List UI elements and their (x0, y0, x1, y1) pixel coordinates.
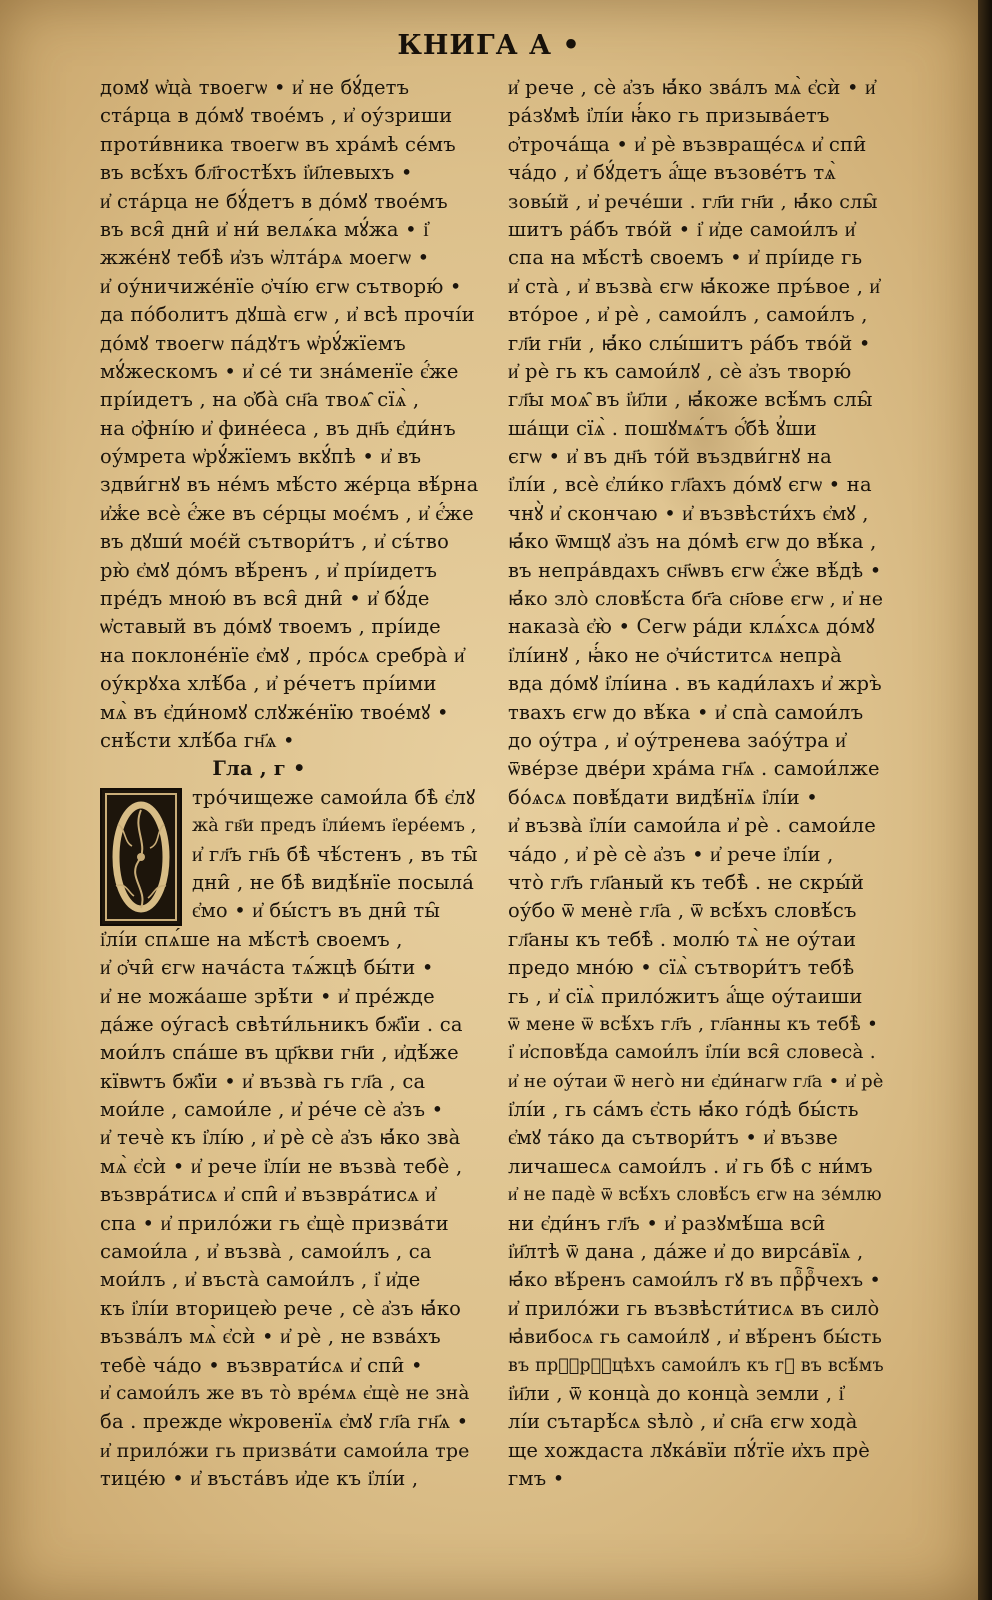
text-line: ѿве́рзе две́ри хра́ма гн҃ѧ . самои́лже (508, 757, 880, 781)
text-line: ша́щи сїѧ̀ . пошꙋмѧ́тъ ѻ҆́бѣ ꙋ҆́ши (508, 416, 817, 440)
text-line: оу́бо ѿ менѐ гл҃а , ѿ всѣ́хъ словѣ́съ (508, 899, 857, 923)
text-line: зовы́й , и҆ рече́ши . гл҃и гн҃и , ꙗ҆́ко слы̑ (508, 190, 878, 213)
text-line: и҆ самои́лъ же въ то̀ вре́мѧ є҆щѐ не зна̀ (100, 1382, 470, 1404)
text-line: самои́ла , и҆ възва̀ , самои́лъ , са (100, 1240, 432, 1264)
text-line: ꙗ҆́ко зло̀ словѣ́ста бг҃а сн҃ове єгѡ , и҆ не (508, 588, 884, 611)
text-line: кївѡтъ бж҃їи • и҆ възва̀ гь гл҃а , са (100, 1069, 426, 1093)
text-line: і҆лі́и спѧ́ше на мѣ́стѣ своемъ , (100, 927, 403, 951)
page-edge (978, 0, 992, 1600)
text-line: гл҃и гн҃и , ꙗ҆́ко слы́шитъ ра́бъ тво́й • (508, 331, 871, 355)
text-line: и҆ не оу́таи ѿ него̀ ни є҆ди́нагѡ гл҃а • и҆ рѐ (508, 1070, 884, 1092)
text-line: вда до́мꙋ і҆лі́ина . въ кади́лахъ и҆ жръ̀ (508, 672, 882, 696)
text-line: и҆ж̾е всѐ є҆́же въ се́рцы моє́мъ , и҆ є҆́же (100, 501, 474, 525)
text-line: мои́лъ , и҆ въста̀ самои́лъ , і҆ и҆де (100, 1268, 421, 1292)
text-line: ча́до , и҆ бꙋ́детъ а҆́ще възове́тъ тѧ̀ (508, 161, 837, 185)
text-line: възва́лъ мѧ̀ є҆сѝ • и҆ рѐ , не взва́хъ (100, 1325, 441, 1349)
text-line: и҆ ста́рца не бꙋ́детъ в до́мꙋ твое́мъ (100, 189, 448, 213)
text-line: шитъ ра́бъ тво́й • і҆ и҆де самои́лъ и҆ (508, 217, 856, 241)
text-line: мѧ̀ въ є҆ди́номꙋ слꙋже́нїю твое́мꙋ • (100, 700, 449, 724)
text-line: гмъ • (508, 1467, 565, 1491)
text-line: прі́идетъ , на ѻ҆ба̀ сн҃а твоѧ̑ сїѧ̀ , (100, 388, 420, 412)
text-line: домꙋ ѡ҆ца̀ твоегѡ • и҆ не бꙋ́детъ (100, 76, 410, 99)
text-line: мои́ле , самои́ле , и҆ ре́че сѐ а҆зъ • (100, 1098, 444, 1122)
text-line: до оу́тра , и҆ оу́тренева зао́у́тра и҆ (508, 728, 847, 752)
text-line: жа̀ гв҃и предъ і҆ли́емъ і҆ере́емъ , (192, 816, 477, 837)
text-line: мꙋ́жескомъ • и҆ се́ ти зна́менїе є҆́же (100, 359, 459, 383)
left-column-bottom (100, 926, 478, 1494)
text-line: чнꙋ̀ и҆ скончаю • и҆ възвѣсти́хъ є҆мꙋ , (508, 501, 869, 525)
text-line: мѧ̀ є҆сѝ • и҆ рече і҆лі́и не възва̀ тебѐ , (100, 1154, 463, 1178)
text-line: да́же оу́гасѣ свѣти́льникъ бж҃їи . са (100, 1012, 463, 1036)
text-line: въ вся̑ дни̑ и҆ ни́ велѧ́ка мꙋ́жа • і҆ (100, 217, 429, 241)
text-line: ꙗ҆́ко ѿмщꙋ а҆зъ на до́мѣ єгѡ до вѣ́ка , (508, 530, 877, 554)
text-line: что̀ гл҃ъ гл҃аный къ тебѣ̀ . не скры́й (508, 870, 865, 894)
left-column (100, 74, 478, 1494)
text-line: вто́рое , и҆ рѐ , самои́лъ , самои́лъ , (508, 303, 868, 327)
text-line: гл҃ы моѧ̑ въ і҆и҃ли , ꙗ҆́коже всѣ́мъ слы̑ (508, 388, 873, 412)
text-line: і҆и҃лтѣ ѿ дана , да́же и҆ до вирса́вїѧ , (508, 1240, 864, 1264)
text-line: въ дꙋши́ моє́й сътвори́тъ , и҆ съ́тво (100, 530, 450, 554)
text-line: и҆ течѐ къ і҆лі́ю , и҆ рѐ сѐ а҆зъ ꙗ҆́ко зва̀ (100, 1126, 461, 1150)
text-line: рю̀ є҆мꙋ до́мъ вѣ́ренъ , и҆ прі́идетъ (100, 558, 438, 582)
text-line: оу́мрета ѡ҆рꙋ́жїемъ вкꙋ́пѣ • и҆ въ (100, 445, 422, 469)
text-line: і҆лі́и , всѐ є҆ли́ко гл҃ахъ до́мꙋ єгѡ • на (508, 473, 872, 497)
text-line: твахъ єгѡ до вѣ́ка • и҆ спа̀ самои́лъ (508, 700, 864, 724)
text-line: и҆ прило́жи гь призва́ти самои́ла тре (100, 1439, 470, 1462)
text-line: и҆ рече , сѐ а҆зъ ꙗ҆́ко зва́лъ мѧ̀ є҆сѝ • и҆ (508, 76, 876, 99)
text-line: и҆ възва̀ і҆лі́и самои́ла и҆ рѐ . самои́ле (508, 814, 876, 838)
text-line: въ непра́вдахъ сн҃ѡвъ єгѡ є҆́же вѣ́дѣ • (508, 558, 882, 582)
text-line: ста́рца в до́мꙋ твое́мъ , и҆ оу́зриши (100, 104, 453, 128)
text-line: да по́болитъ дꙋша̀ єгѡ , и҆ всѣ прочі́и (100, 303, 475, 327)
left-column-top (100, 74, 478, 755)
text-line: ѻ҆троча́ща • и҆ рѐ възвраще́сѧ и҆ спи̑ (508, 132, 867, 156)
text-line: ча́до , и҆ рѐ сѐ а҆зъ • и҆ рече і҆лі́и , (508, 842, 834, 866)
text-line: и҆ прило́жи гь възвѣсти́тисѧ въ сило̀ (508, 1296, 880, 1320)
text-line: ꙗ҆́ко вѣ́ренъ самои́лъ гꙋ въ прⷪ҇рⷪ҇чехъ • (508, 1269, 881, 1292)
text-line: пре́дъ мною́ въ вся̑ дни̑ • и҆ бꙋ́де (100, 587, 430, 611)
text-line: і҆ и҆сповѣ́да самои́лъ і҆лі́и вся̑ словеса̀ . (508, 1042, 876, 1064)
text-line: и҆ ста̀ , и҆ възва̀ єгѡ ꙗ҆́коже пръ́вое , и҆ (508, 274, 881, 298)
text-line: ѡ҆ставый въ до́мꙋ твоемъ , прі́иде (100, 615, 441, 639)
text-line: и҆ не можа́аше зрѣ́ти • и҆ пре́жде (100, 984, 435, 1008)
text-line: дни̑ , не бѣ̀ видѣ́нїе посыла́ (192, 870, 475, 894)
text-line: и҆ гл҃ъ гн҃ь бѣ̀ чѣ́стенъ , въ ты̑ (192, 842, 478, 866)
text-line: здви́гнꙋ въ не́мъ мѣ́сто же́рца вѣ́рна (100, 473, 478, 497)
text-line: ни є҆ди́нъ гл҃ъ • и҆ разꙋмѣ́ша вси̑ (508, 1211, 826, 1235)
text-line: възвра́тисѧ и҆ спи̑ и҆ възвра́тисѧ и҆ (100, 1183, 437, 1207)
text-line: гь , и҆ сїѧ̀ прило́житъ а҆́ще оу́таиши (508, 984, 863, 1008)
text-line: и҆ не падѐ ѿ всѣ́хъ словѣ́съ єгѡ на зе́млю (508, 1185, 882, 1206)
text-line: і҆и҃ли , ѿ конца̀ до конца̀ земли , і҆ (508, 1381, 845, 1405)
text-line: тро́чищеже самои́ла бѣ̀ є҆лꙋ (192, 785, 476, 809)
text-line: проти́вника твоегѡ въ хра́мѣ се́мъ (100, 132, 456, 156)
text-line: ѿ мене ѿ всѣ́хъ гл҃ъ , гл҃анны къ тебѣ̀ • (508, 1013, 879, 1035)
text-line: предо мно́ю • сїѧ̀ сътвори́тъ тебѣ̀ (508, 956, 855, 980)
text-line: и҆ ѻ҆чи̑ єгѡ нача́ста тѧ́жцѣ бы́ти • (100, 956, 434, 980)
text-line: тице́ю • и҆ въста́въ и҆де къ і҆лі́и , (100, 1467, 419, 1491)
text-line: і҆лі́инꙋ , ꙗ҆́ко не ѻ҆чи́ститсѧ непра̀ (508, 643, 842, 667)
right-column-lines (508, 74, 884, 1494)
text-line: и҆ оу́ничиже́нїе ѻ҆чі́ю єгѡ сътворю́ • (100, 274, 462, 298)
text-line: гл҃аны къ тебѣ̀ . молю́ тѧ̀ не оу́таи (508, 927, 857, 951)
text-line: ра́зꙋмѣ і҆лі́и ꙗ҆́ко гь призыва́етъ (508, 104, 830, 128)
text-line: мои́лъ спа́ше въ цр҃кви гн҃и , и҆дѣ́же (100, 1041, 459, 1065)
text-line: і҆лі́и , гь са́мъ є҆сть ꙗ҆́ко го́дѣ бы́сть (508, 1098, 859, 1122)
text-line: и҆ рѐ гь къ самои́лꙋ , сѐ а҆зъ творю́ (508, 359, 852, 383)
text-line: ще хождаста лꙋка́вїи пꙋ́тїе и҆хъ прѐ (508, 1438, 871, 1462)
text-line: въ прⷪ҇рⷪ҇цѣхъ самои́лъ къ гꙋ въ всѣ́мъ (508, 1355, 884, 1376)
text-line: жже́нꙋ тебѣ̀ и҆зъ ѡ҆лта́рѧ моегѡ • (100, 246, 430, 270)
text-line: оу́крꙋха хлѣ́ба , и҆ ре́четъ прі́ими (100, 672, 437, 696)
running-head: КНИГА А • (397, 30, 581, 61)
right-column (508, 74, 884, 1494)
text-line: на поклоне́нїе є҆мꙋ , про́сѧ сребра̀ и҆ (100, 643, 465, 667)
text-line: лі́и сътарѣ́сѧ ѕѣло̀ , и҆ сн҃а єгѡ хода̀ (508, 1410, 858, 1434)
text-line: наказа̀ є҆ю̀ • Сегѡ ра́ди клѧ́хсѧ до́мꙋ (508, 615, 876, 639)
text-line: спа • и҆ прило́жи гь є҆щѐ призва́ти (100, 1211, 449, 1235)
text-line: до́мꙋ твоегѡ па́дꙋтъ ѡ҆рꙋ́жїемъ (100, 331, 406, 355)
text-line: спа на мѣ́стѣ своемъ • и҆ прі́иде гь (508, 246, 863, 270)
text-line: єгѡ • и҆ въ дн҃ь то́й въздви́гнꙋ на (508, 445, 832, 469)
chapter-heading: Гла , г • (212, 757, 306, 781)
text-line: є҆мꙋ та́ко да сътвори́тъ • и҆ възве (508, 1126, 839, 1150)
text-line: бо́ѧсѧ повѣ́дати видѣ́нїѧ і҆лі́и • (508, 785, 818, 809)
text-line: къ і҆лі́и вторицею̀ рече , сѐ а҆зъ ꙗ҆́ко (100, 1296, 462, 1320)
text-line: є҆мо • и҆ бы́стъ въ дни̑ ты̑ (192, 899, 441, 923)
text-line: въ всѣ́хъ бл҃гостѣ́хъ і҆и҃левыхъ • (100, 161, 413, 185)
text-line: тебѐ ча́до • възврати́сѧ и҆ спи̑ • (100, 1353, 423, 1377)
text-line: ба . прежде ѡ҆кровенїѧ є҆мꙋ гл҃а гн҃ѧ • (100, 1410, 469, 1434)
decorated-initial-o (100, 788, 182, 926)
text-line: снѣ́сти хлѣ́ба гн҃ѧ • (100, 728, 295, 752)
initial-block (100, 784, 478, 926)
text-line: ꙗ҆вибосѧ гь самои́лꙋ , и҆ вѣ́ренъ бы́сть (508, 1326, 883, 1349)
text-line: на ѻ҆фні́ю и҆ фине́еса , въ дн҃ь є҆ди́нъ (100, 416, 456, 440)
text-line: личашесѧ самои́лъ . и҆ гь бѣ̀ с ни́мъ (508, 1154, 873, 1178)
